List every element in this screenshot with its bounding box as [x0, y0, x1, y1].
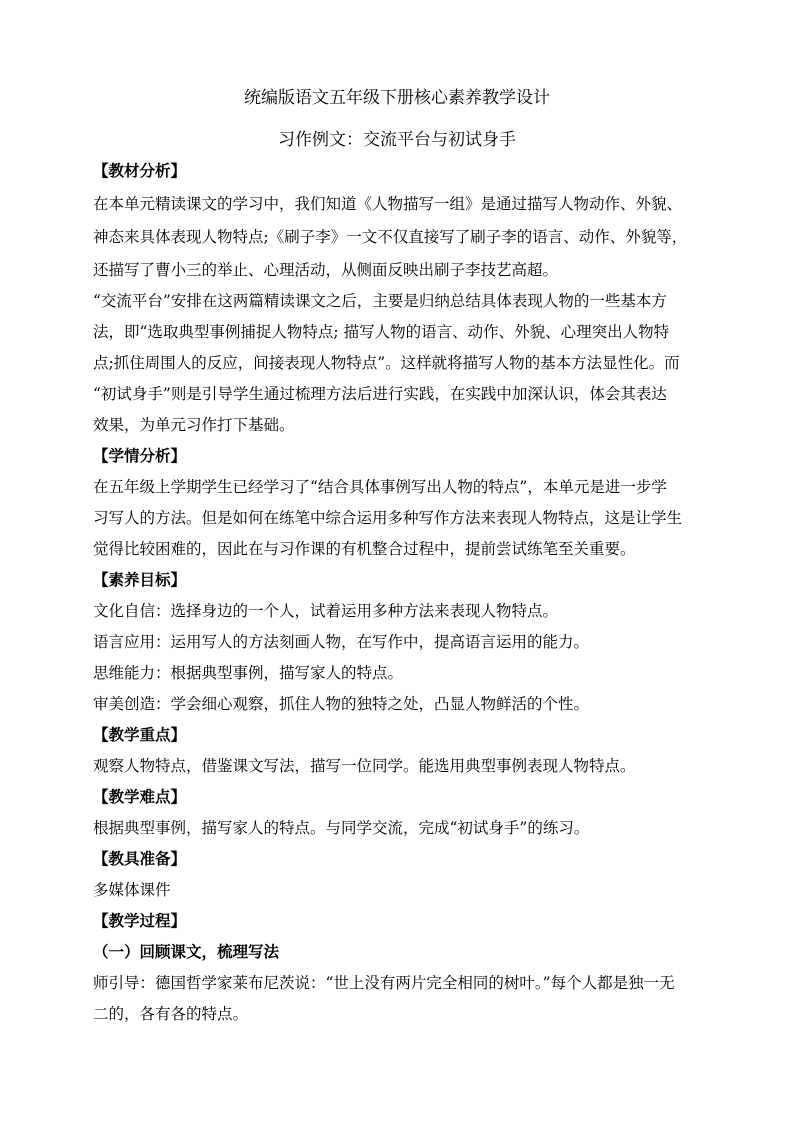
section-heading-teaching-process: 【教学过程】	[93, 911, 187, 930]
goal-line: 审美创造：学会细心观察，抓住人物的独特之处，凸显人物鲜活的个性。	[93, 695, 590, 713]
paragraph-line: 在五年级上学期学生已经学习了“结合具体事例写出人物的特点”，本单元是进一步学	[93, 478, 667, 496]
paragraph-line: 习写人的方法。但是如何在练笔中综合运用多种写作方法来表现人物特点，这是让学生	[93, 509, 683, 527]
section-heading-textbook-analysis: 【教材分析】	[93, 161, 187, 180]
section-heading-student-analysis: 【学情分析】	[93, 446, 187, 465]
paragraph-line: 效果，为单元习作打下基础。	[93, 416, 295, 434]
paragraph-line: 在本单元精读课文的学习中，我们知道《人物描写一组》是通过描写人物动作、外貌、	[93, 195, 683, 213]
section-heading-key-points: 【教学重点】	[93, 725, 187, 744]
section-heading-difficulties: 【教学难点】	[93, 787, 187, 806]
paragraph-line: 神态来具体表现人物特点;《刷子李》一文不仅直接写了刷子李的语言、动作、外貌等，	[93, 228, 688, 246]
section-heading-teaching-aids: 【教具准备】	[93, 849, 187, 868]
paragraph-line: 根据典型事例，描写家人的特点。与同学交流，完成“初试身手”的练习。	[93, 819, 590, 837]
paragraph-line: 法，即“选取典型事例捕捉人物特点; 描写人物的语言、动作、外貌、心理突出人物特	[93, 323, 670, 341]
paragraph-line: 还描写了曹小三的举止、心理活动，从侧面反映出刷子李技艺高超。	[93, 261, 559, 279]
document-subtitle: 习作例文：交流平台与初试身手	[278, 130, 516, 150]
paragraph-line: 二的，各有各的特点。	[93, 1005, 249, 1023]
paragraph-line: “交流平台”安排在这两篇精读课文之后，主要是归纳总结具体表现人物的一些基本方	[93, 292, 667, 310]
goal-line: 语言应用：运用写人的方法刻画人物，在写作中，提高语言运用的能力。	[93, 633, 590, 651]
goal-line: 文化自信：选择身边的一个人，试着运用多种方法来表现人物特点。	[93, 602, 559, 620]
paragraph-line: 点;抓住周围人的反应，间接表现人物特点”。这样就将描写人物的基本方法显性化。而	[93, 354, 680, 372]
paragraph-line: 觉得比较困难的，因此在与习作课的有机整合过程中，提前尝试练笔至关重要。	[93, 540, 636, 558]
paragraph-line: 师引导：德国哲学家莱布尼茨说：“世上没有两片完全相同的树叶。”每个人都是独一无	[93, 974, 675, 992]
paragraph-line: “初试身手”则是引导学生通过梳理方法后进行实践，在实践中加深认识，体会其表达	[93, 385, 667, 403]
subsection-heading: （一）回顾课文，梳理写法	[93, 942, 280, 961]
document-title: 统编版语文五年级下册核心素养教学设计	[244, 88, 550, 108]
paragraph-line: 观察人物特点，借鉴课文写法，描写一位同学。能选用典型事例表现人物特点。	[93, 757, 636, 775]
goal-line: 思维能力：根据典型事例，描写家人的特点。	[93, 664, 404, 682]
section-heading-literacy-goals: 【素养目标】	[93, 570, 187, 589]
paragraph-line: 多媒体课件	[93, 881, 171, 899]
